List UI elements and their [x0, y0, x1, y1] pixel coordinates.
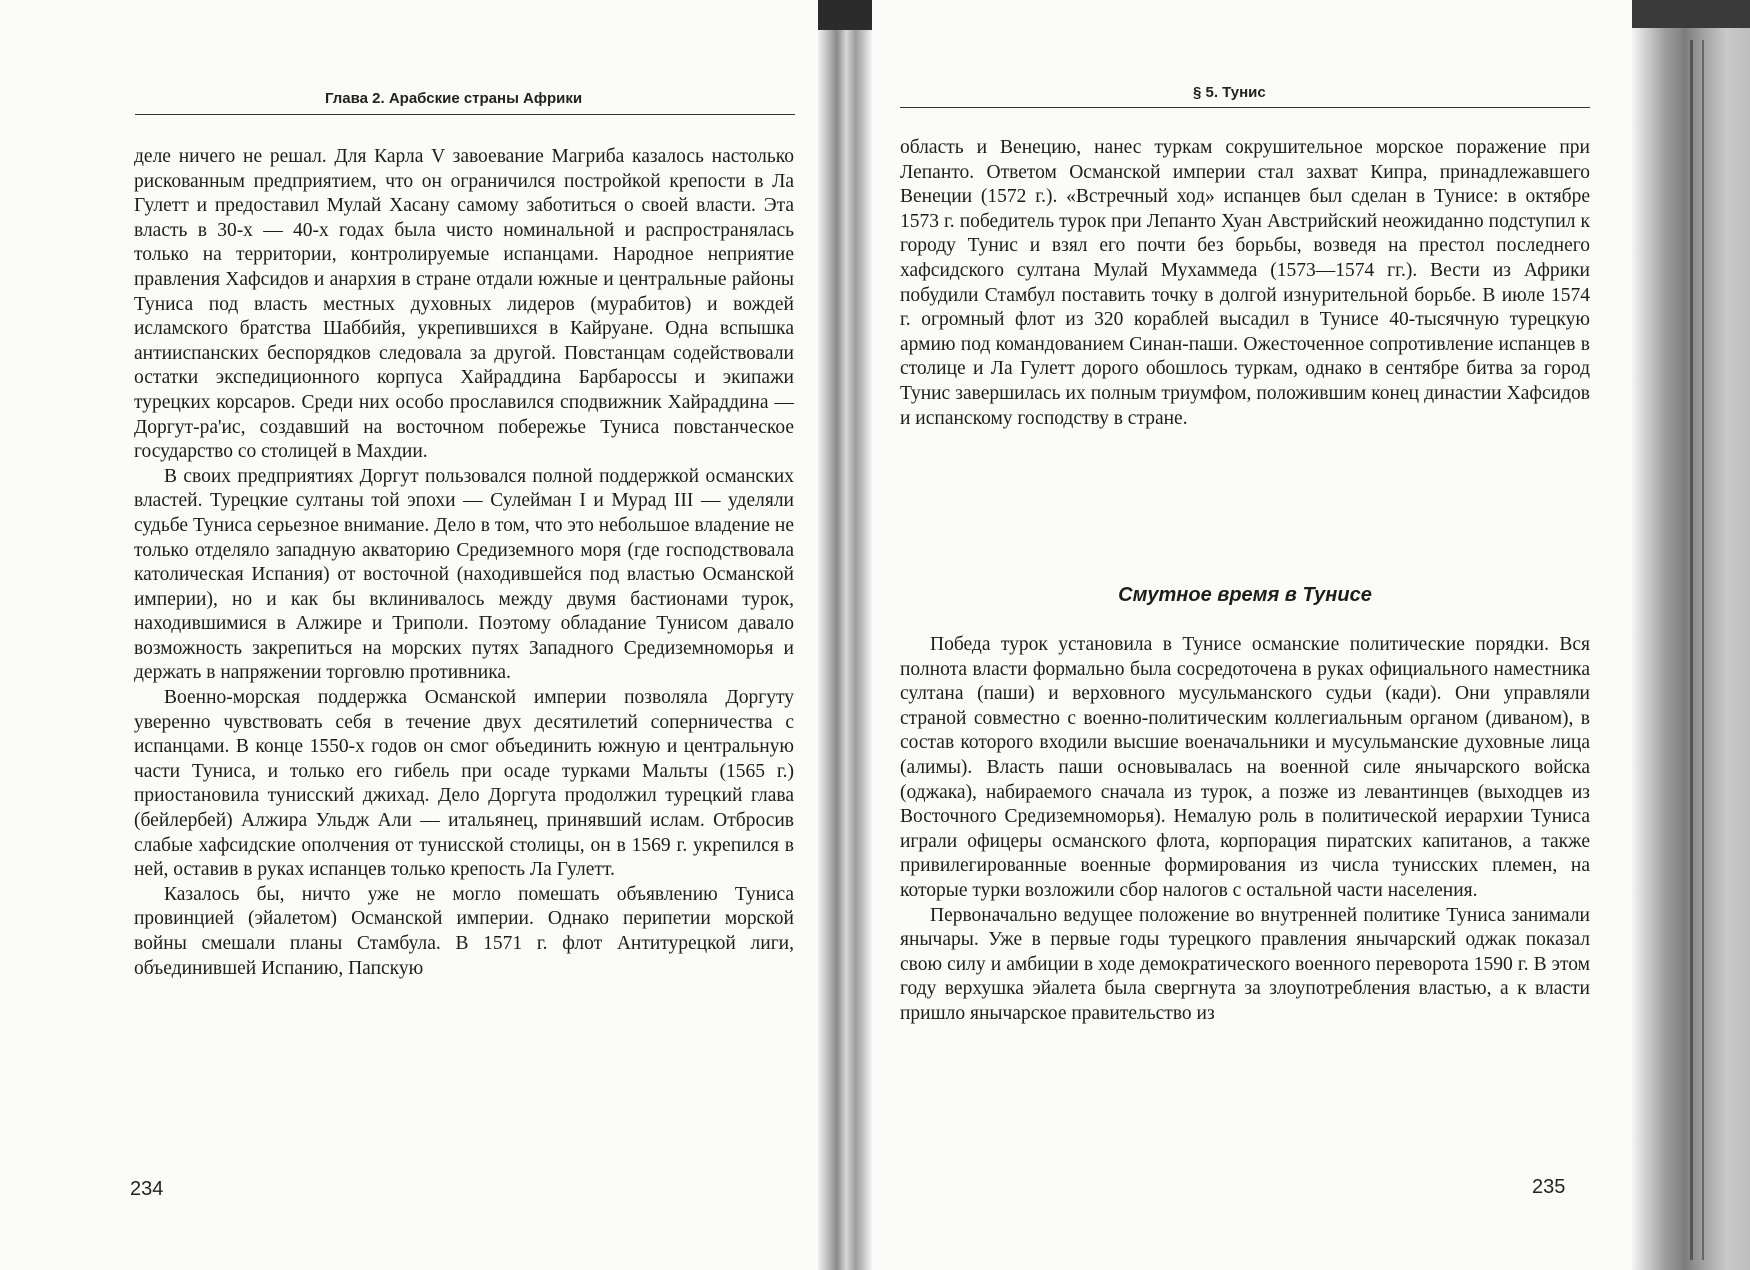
paragraph: Победа турок установила в Тунисе османские политические порядки. Вся полнота власти формально была сосредоточена в руках официального наместника султана (паши) и верховного мусульманского судьи (кади). Они управляли страной совместно с военно-политическим коллегиальным органом (диваном), в состав которого входили высшие военачальники и мусульманские духовные лица (алимы). Власть паши основывалась на военной силе янычарского войска (оджака), набираемого сначала из турок, а позже из левантинцев (выходцев из Восточного Средиземноморья). Немалую роль в политической иерархии Туниса играли офицеры османского флота, корпорация пиратских капитанов, а также привилегированные военные формирования из числа тунисских племен, на которые турки возложили сбор налогов с остальной части населения.	[900, 634, 1590, 901]
page-number-right: 235	[1532, 1176, 1566, 1198]
left-page-text	[134, 145, 794, 981]
book-gutter	[818, 0, 872, 1270]
header-rule-left	[135, 114, 795, 115]
edge-shadow	[1632, 0, 1750, 28]
paragraph: Военно-морская поддержка Османской империи позволяла Доргуту уверенно чувствовать себя в течение двух десятилетий соперничества с испанцами. В конце 1550-х годов он смог объединить южную и центральную части Туниса, и только его гибель при осаде турками Мальты (1565 г.) приостановила тунисский джихад. Дело Доргута продолжил турецкий глава (бейлербей) Алжира Ульдж Али — итальянец, принявший ислам. Отбросив слабые хафсидские ополчения от тунисской столицы, он в 1569 г. укрепился в ней, оставив в руках испанцев только крепость Ла Гулетт.	[134, 687, 794, 881]
section-heading: Смутное время в Тунисе	[1118, 584, 1372, 606]
page-number-left: 234	[130, 1178, 164, 1200]
left-page	[0, 0, 820, 1270]
paragraph: Казалось бы, ничто уже не могло помешать объявлению Туниса провинцией (эйалетом) Османской империи. Однако перипетии морской войны смешали планы Стамбула. В 1571 г. флот Антитурецкой лиги, объединившей Испанию, Папскую	[134, 883, 794, 979]
right-page	[870, 0, 1630, 1270]
paragraph: область и Венецию, нанес туркам сокрушительное морское поражение при Лепанто. Ответом Османской империи стал захват Кипра, принадлежавшего Венеции (1572 г.). «Встречный ход» испанцев был сделан в Тунисе: в октябре 1573 г. победитель турок при Лепанто Хуан Австрийский неожиданно подступил к городу Тунис и взял его почти без борьбы, возведя на престол последнего хафсидского султана Мулай Мухаммеда (1573—1574 гг.). Вести из Африки побудили Стамбул поставить точку в долгой изнурительной борьбе. В июле 1574 г. огромный флот из 320 кораблей высадил в Тунисе 40-тысячную турецкую армию под командованием Синан-паши. Ожесточенное сопротивление испанцев в столице и Ла Гулетт дорого обошлось туркам, однако в сентябре битва за город Тунис завершилась их полным триумфом, положившим конец династии Хафсидов и испанскому господству в стране.	[900, 137, 1590, 429]
right-page-text-bottom	[900, 633, 1590, 1027]
gutter-shadow	[818, 0, 872, 30]
paragraph: В своих предприятиях Доргут пользовался полной поддержкой османских властей. Турецкие султаны той эпохи — Сулейман I и Мурад III — уделяли судьбе Туниса серьезное внимание. Дело в том, что это небольшое владение не только отделяло западную акваторию Средиземного моря (где господствовала католическая Испания) от восточной (находившейся под властью Османской империи), но и как бы вклинивалось между двумя бастионами турок, находившимися в Алжире и Триполи. Поэтому обладание Тунисом давало возможность закрепиться на морских путях Западного Средиземноморья и держать в напряжении торговлю противника.	[134, 465, 794, 684]
paragraph: деле ничего не решал. Для Карла V завоевание Магриба казалось настолько рискованным предприятием, что он ограничился постройкой крепости в Ла Гулетт и предоставил Мулай Хасану самому заботиться о своей власти. Эта власть в 30-х — 40-х годах была чисто номинальной и распространялась только на территории, контролируемые испанцами. Народное неприятие правления Хафсидов и анархия в стране отдали южные и центральные районы Туниса под власть местных духовных лидеров (мурабитов) и вождей исламского братства Шаббийя, укрепившихся в Кайруане. Одна вспышка антииспанских беспорядков следовала за другой. Повстанцам содействовали остатки экспедиционного корпуса Хайраддина Барбароссы и экипажи турецких корсаров. Среди них особо прославился сподвижник Хайраддина — Доргут-ра'ис, создавший на восточном побережье Туниса повстанческое государство со столицей в Махдии.	[134, 146, 794, 463]
header-rule-right	[900, 107, 1590, 108]
paragraph: Первоначально ведущее положение во внутренней политике Туниса занимали янычары. Уже в первые годы турецкого правления янычарский оджак показал свою силу и амбиции в ходе демократического военного переворота 1590 г. В этом году верхушка эйалета была свергнута за злоупотребления властью, а к власти пришло янычарское правительство из	[900, 904, 1590, 1024]
right-page-text-top	[900, 136, 1590, 431]
running-head-left: Глава 2. Арабские страны Африки	[325, 90, 583, 107]
edge-line	[1690, 40, 1693, 1260]
edge-line	[1702, 40, 1704, 1260]
running-head-right: § 5. Тунис	[1193, 84, 1266, 101]
